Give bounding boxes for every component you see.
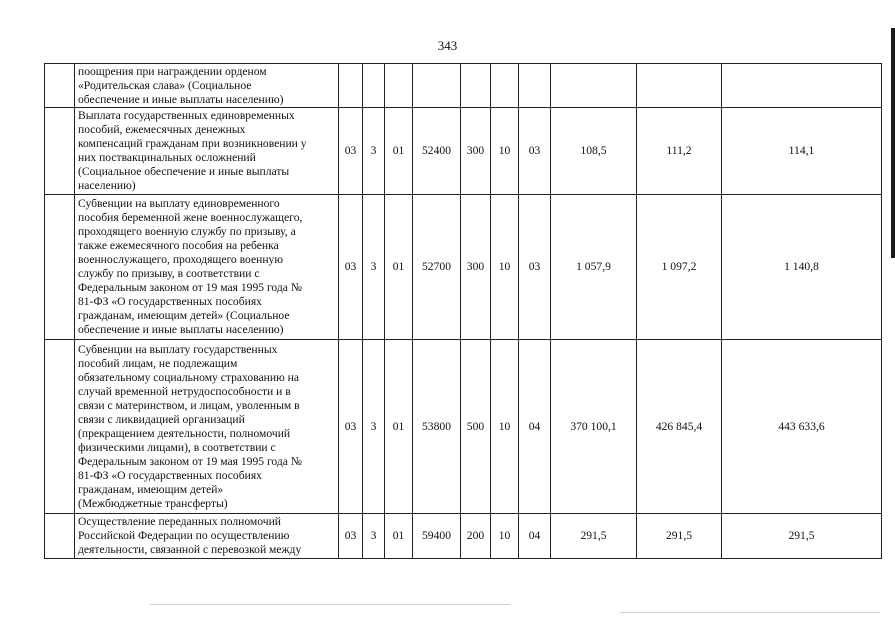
code-cell — [491, 64, 519, 108]
amount-year-2 — [637, 64, 722, 108]
code-cell: 10 — [491, 514, 519, 559]
code-cell: 03 — [519, 108, 551, 195]
row-description: Субвенции на выплату единовременного пособия беременной жене военнослужащего, проходящего военную службу по призыву, а также ежемесячного пособия на ребенка военнослужащего, проходящего военную службу по призыву, в соответствии с Федеральным законом от 19 мая 1995 года № 81-ФЗ «О государственных пособиях гражданам, имеющим детей» (Социальное обеспечение и иные выплаты населению) — [75, 195, 339, 340]
amount-year-3 — [722, 64, 882, 108]
code-cell — [363, 64, 385, 108]
code-cell: 200 — [461, 514, 491, 559]
code-cell: 03 — [339, 108, 363, 195]
code-cell: 03 — [339, 340, 363, 514]
amount-year-2: 1 097,2 — [637, 195, 722, 340]
amount-year-1: 370 100,1 — [551, 340, 637, 514]
row-number-cell — [45, 514, 75, 559]
row-description: Субвенции на выплату государственных пособий лицам, не подлежащим обязательному социальному страхованию на случай временной нетрудоспособности и в связи с материнством, и лицам, уволенным в связи с ликвидацией организаций (прекращением деятельности, полномочий физическими лицами), в соответствии с Федеральным законом от 19 мая 1995 года № 81-ФЗ «О государственных пособиях гражданам, имеющим детей» (Межбюджетные трансферты) — [75, 340, 339, 514]
row-number-cell — [45, 64, 75, 108]
code-cell: 59400 — [413, 514, 461, 559]
row-number-cell — [45, 108, 75, 195]
amount-year-3: 291,5 — [722, 514, 882, 559]
code-cell: 3 — [363, 340, 385, 514]
table-row — [45, 195, 882, 340]
scan-artifact-line — [620, 612, 880, 613]
code-cell — [461, 64, 491, 108]
code-cell: 03 — [339, 195, 363, 340]
code-cell: 01 — [385, 195, 413, 340]
code-cell: 10 — [491, 195, 519, 340]
amount-year-1: 291,5 — [551, 514, 637, 559]
row-description: Выплата государственных единовременных пособий, ежемесячных денежных компенсаций гражданам при возникновении у них поствакцинальных осложнений (Социальное обеспечение и иные выплаты населению) — [75, 108, 339, 195]
scan-edge-shadow — [891, 28, 895, 258]
code-cell: 300 — [461, 108, 491, 195]
row-number-cell — [45, 195, 75, 340]
row-number-cell — [45, 340, 75, 514]
amount-year-1 — [551, 64, 637, 108]
code-cell: 01 — [385, 514, 413, 559]
table-row — [45, 514, 882, 559]
table-row — [45, 64, 882, 108]
amount-year-3: 443 633,6 — [722, 340, 882, 514]
amount-year-2: 426 845,4 — [637, 340, 722, 514]
amount-year-1: 1 057,9 — [551, 195, 637, 340]
code-cell: 10 — [491, 340, 519, 514]
page-number: 343 — [437, 38, 458, 53]
code-cell: 3 — [363, 108, 385, 195]
amount-year-2: 111,2 — [637, 108, 722, 195]
code-cell — [339, 64, 363, 108]
code-cell — [519, 64, 551, 108]
code-cell: 52700 — [413, 195, 461, 340]
code-cell: 500 — [461, 340, 491, 514]
code-cell: 01 — [385, 340, 413, 514]
code-cell — [413, 64, 461, 108]
row-description: поощрения при награждении орденом «Родительская слава» (Социальное обеспечение и иные выплаты населению) — [75, 64, 339, 108]
code-cell: 3 — [363, 514, 385, 559]
code-cell: 3 — [363, 195, 385, 340]
row-description: Осуществление переданных полномочий Российской Федерации по осуществлению деятельности, связанной с перевозкой между — [75, 514, 339, 559]
code-cell: 04 — [519, 340, 551, 514]
code-cell: 52400 — [413, 108, 461, 195]
code-cell: 04 — [519, 514, 551, 559]
code-cell: 300 — [461, 195, 491, 340]
code-cell: 53800 — [413, 340, 461, 514]
code-cell: 03 — [339, 514, 363, 559]
code-cell: 10 — [491, 108, 519, 195]
scan-artifact-line — [150, 604, 510, 605]
code-cell: 03 — [519, 195, 551, 340]
table-row — [45, 340, 882, 514]
amount-year-3: 1 140,8 — [722, 195, 882, 340]
amount-year-3: 114,1 — [722, 108, 882, 195]
code-cell — [385, 64, 413, 108]
table-row — [45, 108, 882, 195]
code-cell: 01 — [385, 108, 413, 195]
amount-year-1: 108,5 — [551, 108, 637, 195]
amount-year-2: 291,5 — [637, 514, 722, 559]
budget-table — [44, 63, 882, 559]
